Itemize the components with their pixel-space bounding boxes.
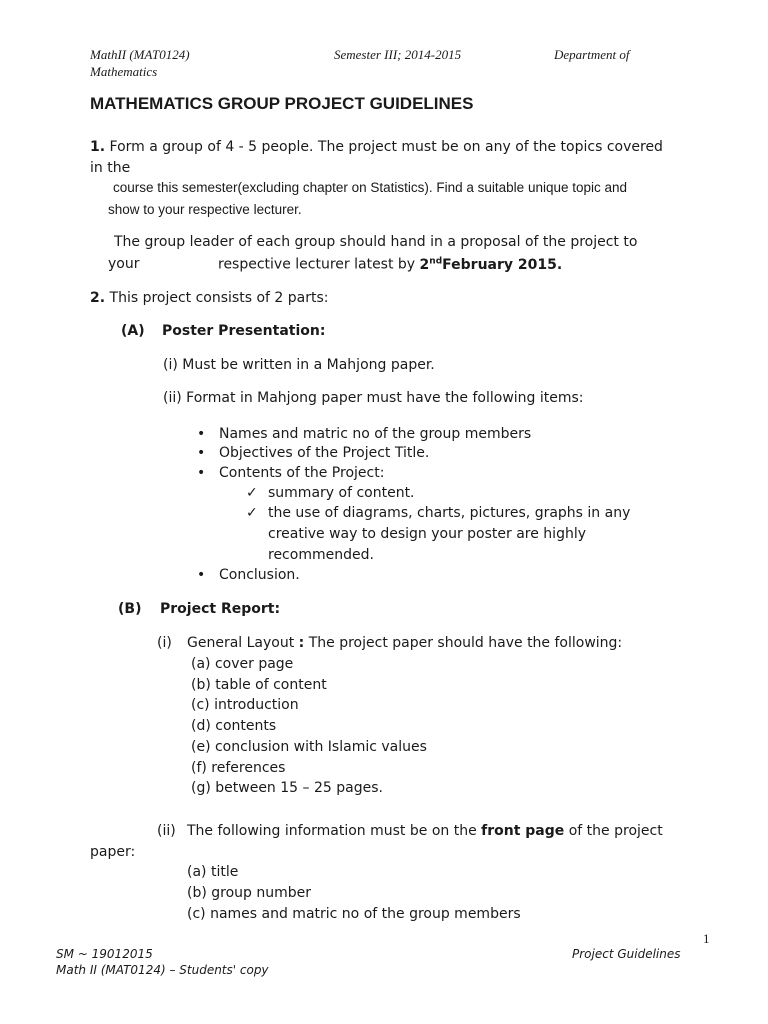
layout-item: (c) introduction [191,697,299,713]
front-page-post: of the project [568,823,663,839]
bullet-item: • Conclusion. [219,567,300,583]
bullet-item: • Contents of the Project: [219,465,384,481]
item-1-number: 1. [90,139,106,155]
part-b-i [187,635,622,651]
item-2 [90,290,328,306]
layout-item: (g) between 15 – 25 pages. [191,780,383,796]
item-2-text: This project consists of 2 parts: [109,290,329,306]
part-b-ii-num: (ii) [157,823,176,839]
check-item: ✓ summary of content. [268,485,415,501]
part-a-i: (i) Must be written in a Mahjong paper. [163,357,435,373]
check-item: ✓ the use of diagrams, charts, pictures, graphs in any [268,505,630,521]
part-b-label: (B) [118,601,142,617]
front-item: (b) group number [187,885,312,901]
item-1 [90,139,663,155]
footer-id: SM ~ 19012015 [56,947,153,961]
check-item-cont: creative way to design your poster are highly [268,526,587,542]
item-2-number: 2. [90,290,106,306]
front-item: (a) title [187,864,239,880]
header-department: Department of [554,47,630,62]
bullet-item: • Names and matric no of the group members [219,426,531,442]
front-page-pre: The following information must be on the [187,823,477,839]
footer-course: Math II (MAT0124) – Students' copy [56,963,269,977]
item-1-text: Form a group of 4 - 5 people. The project must be on any of the topics covered [109,139,663,155]
page-number: 1 [703,931,710,946]
part-a-title: Poster Presentation: [162,323,326,339]
item-1-line3: course this semester(excluding chapter on Statistics). Find a suitable unique topic and [113,180,628,195]
part-b-title: Project Report: [160,601,281,617]
header-department-cont: Mathematics [90,64,158,79]
item-1-line4: show to your respective lecturer. [108,202,302,217]
part-a-label: (A) [121,323,145,339]
part-a-ii: (ii) Format in Mahjong paper must have the following items: [163,390,584,406]
proposal-rest: respective lecturer latest by [218,256,416,273]
front-item: (c) names and matric no of the group members [187,906,521,922]
general-layout-text: The project paper should have the following: [308,635,623,651]
proposal-your: your [108,256,140,272]
layout-item: (e) conclusion with Islamic values [191,739,427,755]
part-b-i-num: (i) [157,635,172,651]
bullet-item: • Objectives of the Project Title. [219,445,429,461]
part-b-ii [187,823,663,839]
layout-item: (b) table of content [191,677,327,693]
layout-item: (a) cover page [191,656,294,672]
footer-doc-title: Project Guidelines [572,947,681,961]
deadline-day: 2ndFebruary 2015. [419,256,563,273]
general-layout-colon: : [298,635,305,651]
item-1-line2: in the [90,160,131,176]
header-semester: Semester III; 2014-2015 [334,47,462,62]
front-page-bold: front page [481,823,565,839]
part-b-ii-cont: paper: [90,844,136,860]
check-item-cont: recommended. [268,547,374,563]
layout-item: (d) contents [191,718,277,734]
page-title: MATHEMATICS GROUP PROJECT GUIDELINES [90,94,474,113]
header-course: MathII (MAT0124) [90,47,190,62]
general-layout-label: General Layout [187,635,295,651]
proposal-line1: The group leader of each group should hand in a proposal of the project to [114,234,638,250]
proposal-deadline [218,256,562,273]
layout-item: (f) references [191,760,286,776]
